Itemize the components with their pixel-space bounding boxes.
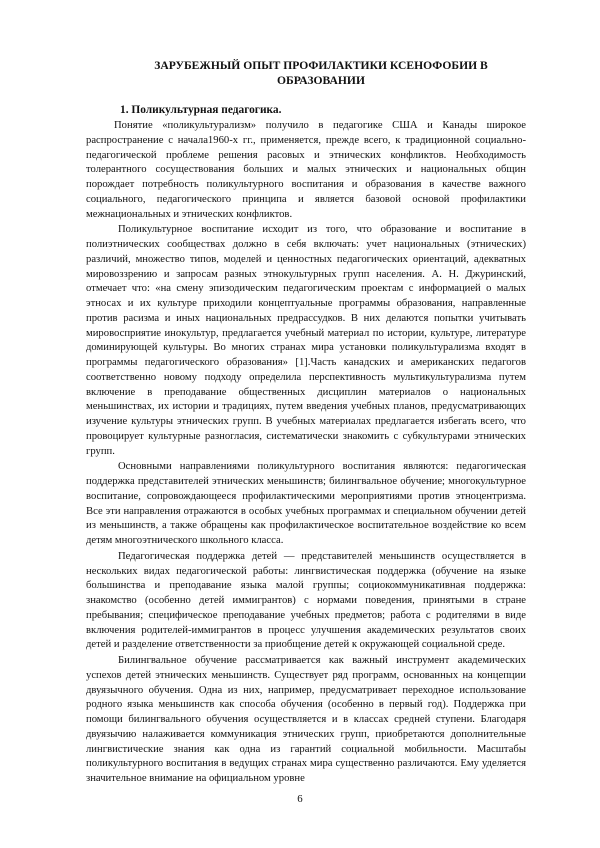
paragraph-1: Понятие «поликультурализм» получило в педагогике США и Канады широкое распространение с начала1960-х гг., применяется, прежде всего, к традиционной социально-педагогической проблеме решения расовых и этнических конфликтов. Необходимость толерантного сосуществования больших и малых этнических и национальных общин порождает потребность поликультурного воспитания и образования в качестве важного социального, педагогического принципа и является базовой основой профилактики межнациональных и этнических конфликтов. xyxy=(86,120,526,220)
paragraph-2: Поликультурное воспитание исходит из того, что образование и воспитание в полиэтнических сообществах должно в себя включать: учет национальных (этнических) различий, множество типов, моделей и ценностных педагогических ориентаций, адекватных мировоззрению и запросам разных этнокультурных групп населения. А. Н. Джуринский, отмечает что: «на смену эпизодическим педагогическим проектам с информацией о малых этносах и их культуре приходили концептуальные программы образования, направленные против расизма и иных национальных предрассудков. В них делаются попытки учитывать мировосприятие инокультур, предлагается учебный материал по истории, культуре, литературе доминирующей культуры. Во многих странах мира установки поликультурализма входят в программы педагогического образования» [1].Часть канадских и американских педагогов соответственно новому подходу определила перспективность мультикультурализма путем включение в преподавание общественных дисциплин материалов о национальных меньшинствах, их истории и традициях, путем введения учебных планов, предусматривающих изучение культуры этнических групп. В учебных материалах предлагается избегать всего, что провоцирует культурные разногласия, систематически знакомить с субкультурами этнических групп. xyxy=(86,224,526,457)
paragraph-4: Педагогическая поддержка детей — представителей меньшинств осуществляется в нескольких видах педагогической работы: лингвистическая поддержка (обучение на языке большинства и преподавание языка малой группы; социокоммуникативная поддержка: знакомство (особенно детей иммигрантов) с нормами поведения, принятыми в стране пребывания; специфическое преподавание учебных предметов; работа с родителями в виде включения родителей-иммигрантов в процесс улучшения академических результатов своих детей и разделение ответственности за приобщение детей к окружающей социальной среде. xyxy=(86,550,526,651)
document-body xyxy=(86,119,526,788)
section-heading: 1. Поликультурная педагогика. xyxy=(120,104,282,116)
paragraph-3: Основными направлениями поликультурного воспитания являются: педагогическая поддержка представителей этнических меньшинств; билингвальное обучение; многокультурное воспитание, сопровождающееся профилактическими мероприятиями против этноцентризма. Все эти направления отражаются в особых учебных программах и специальном обучении детей из меньшинств, а также обращены как профилактическое воспитательное воздействие ко всем детям многоэтнического школьного класса. xyxy=(86,461,526,546)
paragraph-5: Билингвальное обучение рассматривается как важный инструмент академических успехов детей этнических меньшинств. Существует ряд программ, основанных на концепции двуязычного обучения. Одна из них, например, предусматривает переходное использование родного языка меньшинств как способа обучения (особенно в первый год). Поддержка при помощи билингвального обучения осуществляется и в классах средней ступени. Благодаря двуязычию налаживается коммуникация этнических групп, приобретаются дополнительные лингвистические знания как одна из гарантий социальной мобильности. Масштабы поликультурного воспитания в ведущих странах мира существенно различаются. Ему уделяется значительное внимание на официальном уровне xyxy=(86,655,526,784)
page-number: 6 xyxy=(297,793,303,805)
document-title: ЗАРУБЕЖНЫЙ ОПЫТ ПРОФИЛАКТИКИ КСЕНОФОБИИ В ОБРАЗОВАНИИ xyxy=(154,59,488,87)
